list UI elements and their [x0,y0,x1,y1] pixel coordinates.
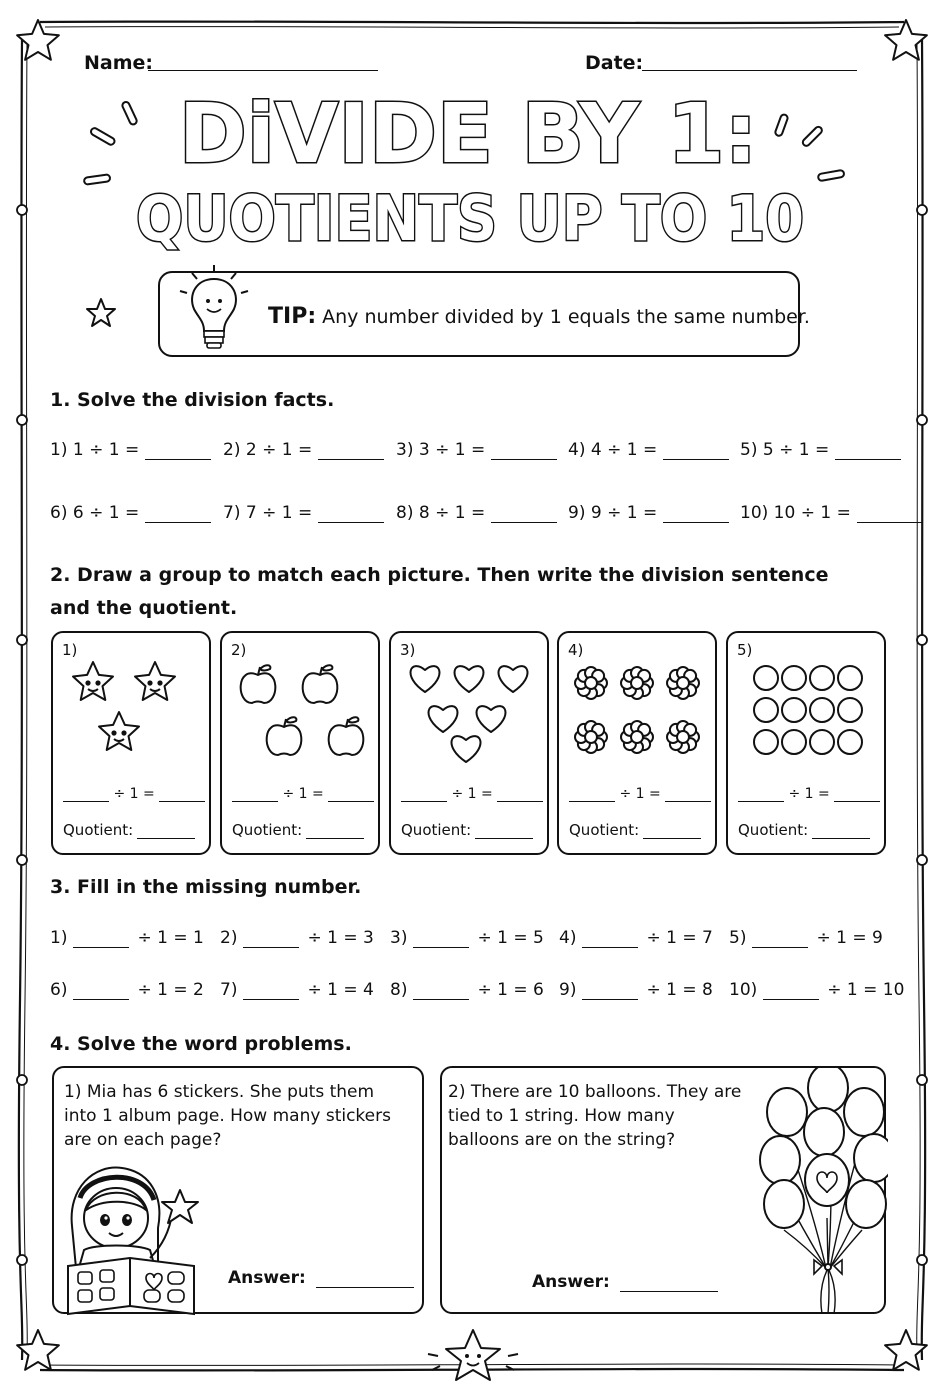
division-fact [740,503,923,523]
heart-icon [411,666,440,692]
missing-number-line[interactable] [243,931,299,948]
circle-icon [810,698,834,722]
flower-icon [575,667,607,699]
division-fact-text: 4) 4 ÷ 1 = [568,440,658,460]
missing-number-line[interactable] [413,931,469,948]
card-number: 3) [400,641,416,659]
date-label: Date: [585,52,644,74]
division-fact-text: 3) 3 ÷ 1 = [396,440,486,460]
division-sentence [738,786,880,802]
answer-line[interactable] [145,506,211,523]
division-fact-text: 9) 9 ÷ 1 = [568,503,658,523]
equation-rest: ÷ 1 = 9 [816,928,883,948]
missing-number-item [220,928,374,948]
tip-label: TIP: [268,304,317,329]
heart-icon [499,666,528,692]
quotient-line[interactable] [665,787,711,802]
border-dot [917,1075,927,1085]
missing-number-item [729,980,904,1000]
word-problem-1-num: 1) [64,1082,82,1102]
circle-icon [754,730,778,754]
missing-number-line[interactable] [73,931,129,948]
card-number: 5) [737,641,753,659]
quotient-label: Quotient: [401,821,472,839]
missing-number-line[interactable] [763,983,819,1000]
dividend-line[interactable] [738,787,784,802]
tip-text [268,304,810,329]
division-fact-text: 1) 1 ÷ 1 = [50,440,140,460]
picture-card [557,631,717,855]
quotient-line[interactable] [834,787,880,802]
corner-star-icon [17,1330,59,1370]
equation-rest: ÷ 1 = 8 [646,980,713,1000]
circle-icon [810,666,834,690]
flower-icon [621,667,653,699]
word-problem-1-body: Mia has 6 stickers. She puts them into 1 album page. How many stickers are on each page? [64,1082,391,1150]
division-sentence [232,786,374,802]
answer-line[interactable] [316,1271,414,1288]
card-number: 2) [231,641,247,659]
apple-icon [329,717,364,755]
answer-line[interactable] [145,443,211,460]
tip-box [158,271,810,357]
quotient-line[interactable] [497,787,543,802]
answer-line[interactable] [620,1275,718,1292]
border-dot [17,415,27,425]
section2-heading-line2: and the quotient. [50,597,238,619]
picture-card [51,631,211,855]
dividend-line[interactable] [401,787,447,802]
division-fact [396,440,557,460]
equation-rest: ÷ 1 = 4 [307,980,374,1000]
division-fact [568,440,729,460]
border-dot [917,855,927,865]
answer-label: Answer: [228,1268,306,1288]
apple-icon [303,665,338,703]
division-fact [568,503,729,523]
division-fact-text: 8) 8 ÷ 1 = [396,503,486,523]
quotient-row [232,821,364,839]
picture-card [726,631,886,855]
circle-icon [782,730,806,754]
division-fact [50,440,211,460]
quotient-line[interactable] [159,787,205,802]
picture-card [389,631,549,855]
flower-icon [621,721,653,753]
division-sentence-text: ÷ 1 = [784,786,835,802]
quotient-line[interactable] [328,787,374,802]
division-fact-text: 7) 7 ÷ 1 = [223,503,313,523]
circle-icon [838,730,862,754]
quotient-row [569,821,701,839]
circle-icon [754,698,778,722]
answer-line[interactable] [491,443,557,460]
item-number: 7) [220,980,238,1000]
missing-number-item [50,928,204,948]
division-fact-text: 2) 2 ÷ 1 = [223,440,313,460]
dividend-line[interactable] [63,787,109,802]
picture-card [220,631,380,855]
apple-icon [241,665,276,703]
border-dot [17,635,27,645]
quotient-answer-line[interactable] [643,824,701,839]
quotient-label: Quotient: [738,821,809,839]
missing-number-item [559,928,713,948]
title-line1: DiVIDE BY 1: [178,87,758,182]
division-sentence-text: ÷ 1 = [109,786,160,802]
answer-line[interactable] [663,506,729,523]
equation-rest: ÷ 1 = 1 [137,928,204,948]
quotient-row [401,821,533,839]
missing-number-line[interactable] [582,931,638,948]
flower-icon [667,667,699,699]
star-icon [73,662,113,700]
apple-icon [267,717,302,755]
border-dot [917,1255,927,1265]
heart-icon [455,666,484,692]
tip-body: Any number divided by 1 equals the same number. [322,306,810,328]
equation-rest: ÷ 1 = 6 [477,980,544,1000]
word-problem-1-answer [228,1268,414,1288]
circle-icon [754,666,778,690]
word-problem-1 [52,1066,424,1314]
star-icon [99,712,139,750]
item-number: 8) [390,980,408,1000]
quotient-answer-line[interactable] [475,824,533,839]
answer-line[interactable] [835,443,901,460]
equation-rest: ÷ 1 = 10 [827,980,905,1000]
missing-number-item [390,928,544,948]
small-star-icon [84,296,118,330]
border-dot [917,635,927,645]
circle-icon [782,698,806,722]
answer-label: Answer: [532,1272,610,1292]
lightbulb-icon [174,261,254,361]
word-problem-2-answer [532,1272,718,1292]
division-fact [50,503,211,523]
answer-line[interactable] [663,443,729,460]
circle-icon [838,698,862,722]
title-block [0,0,944,260]
division-sentence-text: ÷ 1 = [278,786,329,802]
border-dot [917,415,927,425]
answer-line[interactable] [318,443,384,460]
heart-icon [429,706,458,732]
heart-icon [477,706,506,732]
quotient-label: Quotient: [569,821,640,839]
quotient-label: Quotient: [63,821,134,839]
quotient-label: Quotient: [232,821,303,839]
missing-number-item [220,980,374,1000]
missing-number-line[interactable] [243,983,299,1000]
missing-number-item [50,980,204,1000]
answer-line[interactable] [857,506,923,523]
missing-number-line[interactable] [752,931,808,948]
smiling-star-icon [418,1324,528,1386]
section3-heading: 3. Fill in the missing number. [50,876,362,898]
division-fact [223,440,384,460]
answer-line[interactable] [318,506,384,523]
card-number: 1) [62,641,78,659]
division-sentence [401,786,543,802]
missing-number-item [729,928,883,948]
division-fact [396,503,557,523]
word-problem-2-num: 2) [448,1082,466,1102]
flower-icon [575,721,607,753]
corner-star-icon [885,1330,927,1370]
equation-rest: ÷ 1 = 5 [477,928,544,948]
missing-number-item [390,980,544,1000]
quotient-answer-line[interactable] [812,824,870,839]
item-number: 6) [50,980,68,1000]
division-fact-text: 10) 10 ÷ 1 = [740,503,851,523]
quotient-row [63,821,195,839]
dividend-line[interactable] [232,787,278,802]
dividend-line[interactable] [569,787,615,802]
border-dot [17,1075,27,1085]
missing-number-line[interactable] [582,983,638,1000]
equation-rest: ÷ 1 = 2 [137,980,204,1000]
division-fact-text: 6) 6 ÷ 1 = [50,503,140,523]
division-fact-text: 5) 5 ÷ 1 = [740,440,830,460]
word-problem-2 [440,1066,886,1314]
star-icon [135,662,175,700]
flower-icon [667,721,699,753]
title-line2: QUOTIENTS UP TO 10 [136,182,804,255]
item-number: 3) [390,928,408,948]
heart-icon [452,736,481,762]
word-problem-2-body: There are 10 balloons. They are tied to 1 string. How many balloons are on the string? [448,1082,742,1150]
section4-heading: 4. Solve the word problems. [50,1033,352,1055]
item-number: 2) [220,928,238,948]
item-number: 10) [729,980,758,1000]
missing-number-item [559,980,713,1000]
border-dot [17,855,27,865]
division-sentence [569,786,711,802]
missing-number-line[interactable] [413,983,469,1000]
quotient-answer-line[interactable] [137,824,195,839]
division-sentence-text: ÷ 1 = [615,786,666,802]
item-number: 5) [729,928,747,948]
equation-rest: ÷ 1 = 7 [646,928,713,948]
circle-icon [782,666,806,690]
card-number: 4) [568,641,584,659]
circle-icon [810,730,834,754]
section2-heading-line1: 2. Draw a group to match each picture. Then write the division sentence [50,564,829,586]
equation-rest: ÷ 1 = 3 [307,928,374,948]
division-sentence [63,786,205,802]
circle-icon [838,666,862,690]
missing-number-line[interactable] [73,983,129,1000]
division-sentence-text: ÷ 1 = [447,786,498,802]
item-number: 9) [559,980,577,1000]
item-number: 1) [50,928,68,948]
quotient-row [738,821,870,839]
division-fact [740,440,901,460]
item-number: 4) [559,928,577,948]
section1-heading: 1. Solve the division facts. [50,389,335,411]
quotient-answer-line[interactable] [306,824,364,839]
border-dot [17,1255,27,1265]
answer-line[interactable] [491,506,557,523]
name-label: Name: [84,52,154,74]
division-fact [223,503,384,523]
